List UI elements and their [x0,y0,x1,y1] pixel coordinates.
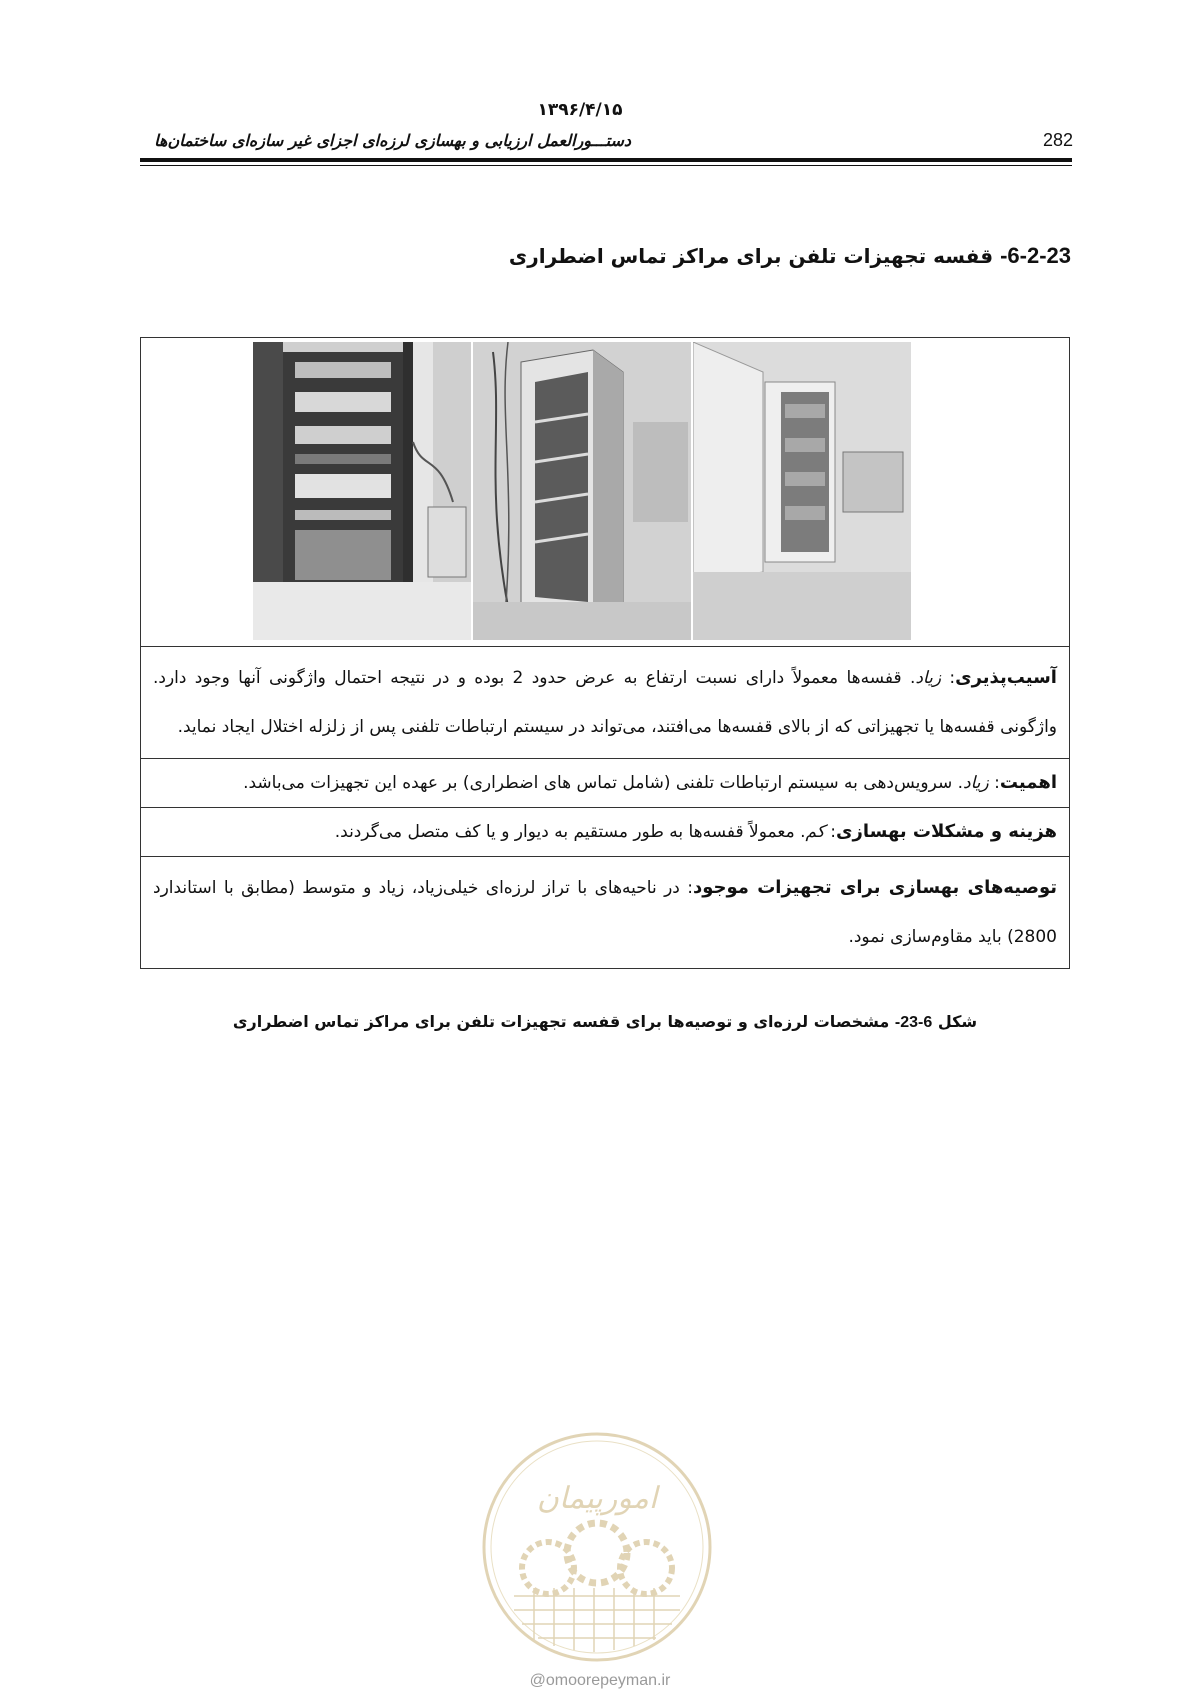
photo-open-rack [253,342,471,640]
photo-cabinet-cables-drawing [473,342,691,640]
importance-level: زیاد [963,773,989,793]
importance-cell: اهمیت: زیاد. سرویس‌دهی به سیستم ارتباطات تلفنی (شامل تماس های اضطراری) بر عهده این تجهیزات می‌باشد. [141,759,1069,808]
cost-text: معمولاً قفسه‌ها به طور مستقیم به دیوار و یا کف متصل می‌گردند. [334,822,795,842]
caption-prefix: شکل [937,1012,978,1031]
watermark-logo [478,1428,716,1666]
photo-cabinets-room [693,342,911,640]
cost-level: کم [805,822,825,842]
importance-text: سرویس‌دهی به سیستم ارتباطات تلفنی (شامل تماس های اضطراری) بر عهده این تجهیزات می‌باشد. [243,773,953,793]
recommendations-label: توصیه‌های بهسازی برای تجهیزات موجود [693,877,1058,898]
page-number: 282 [1043,130,1074,150]
section-heading [509,243,1071,269]
recommendations-cell: توصیه‌های بهسازی برای تجهیزات موجود: در ناحیه‌های با تراز لرزه‌ای خیلی‌زیاد، زیاد و متوسط (مطابق با استاندارد 2800) باید مقاوم‌سازی نمود. [153,877,1058,947]
vulnerability-level: زیاد [915,668,942,688]
photo-cabinet-cables [473,342,691,640]
section-title: قفسه تجهیزات تلفن برای مراکز تماس اضطراری [508,244,994,268]
cost-label: هزینه و مشکلات بهسازی [836,821,1057,842]
header-rule-thin [140,165,1072,166]
caption-text: مشخصات لرزه‌ای و توصیه‌ها برای قفسه تجهیزات تلفن برای مراکز تماس اضطراری [232,1012,890,1031]
vulnerability-cell: آسیب‌پذیری: زیاد. قفسه‌ها معمولاً دارای نسبت ارتفاع به عرض حدود 2 بوده و در نتیجه احتمال واژگونی آنها وجود دارد. واژگونی قفسه‌ها یا تجهیزاتی که از بالای قفسه‌ها می‌افتند، می‌تواند در سیستم ارتباطات تلفنی پس از زلزله اختلال ایجاد نماید. [141,647,1069,759]
vulnerability-text: قفسه‌ها معمولاً دارای نسبت ارتفاع به عرض حدود 2 بوده و در نتیجه احتمال واژگونی آنها وجود دارد. واژگونی قفسه‌ها یا تجهیزاتی که از بالای قفسه‌ها می‌افتند، می‌تواند در سیستم ارتباطات تلفنی پس از زلزله اختلال ایجاد نماید. [153,668,1057,737]
recommendations-text: در ناحیه‌های با تراز لرزه‌ای خیلی‌زیاد، زیاد و متوسط (مطابق با استاندارد 2800) باید مقاوم‌سازی نمود. [153,878,1057,947]
cost-cell: هزینه و مشکلات بهسازی: کم. معمولاً قفسه‌ها به طور مستقیم به دیوار و یا کف متصل می‌گردند. [141,808,1069,857]
section-number: 6-2-23- [1000,243,1071,268]
header-title: دستـــورالعمل ارزیابی و بهسازی لرزه‌ای اجزای غیر سازه‌ای ساختمان‌ها [154,131,631,150]
caption-number: 6-23- [894,1014,933,1031]
svg-text:امورپیمان: امورپیمان [536,1481,658,1516]
photo-open-rack-drawing [253,342,471,640]
photos-row [141,338,1069,647]
watermark-seal-icon [478,1428,716,1666]
header-date: ۱۳۹۶/۴/۱۵ [537,100,623,120]
watermark-url: @omoorepeyman.ir [529,1672,671,1689]
seismic-spec-table [140,337,1070,969]
importance-label: اهمیت [999,772,1057,793]
figure-caption [140,1012,1070,1032]
vulnerability-label: آسیب‌پذیری [955,667,1057,688]
photo-cabinets-room-drawing [693,342,911,640]
header-rule-thick [140,158,1072,162]
